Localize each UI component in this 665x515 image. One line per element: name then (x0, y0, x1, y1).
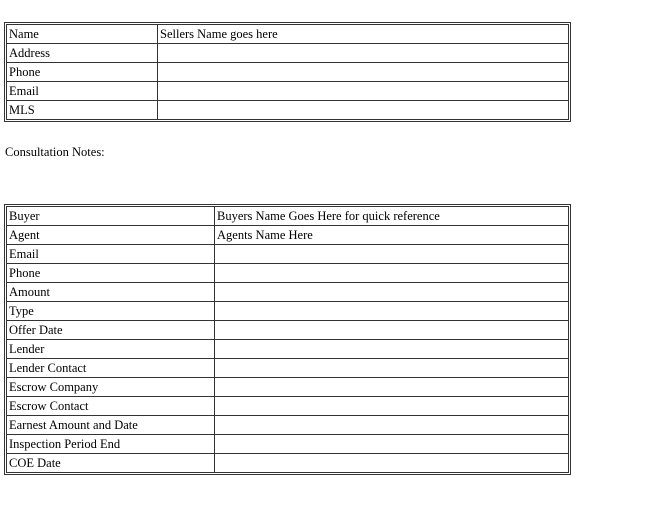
table-row (7, 397, 569, 416)
type-label: Type (7, 302, 215, 321)
coe-date-value[interactable] (215, 454, 569, 473)
earnest-amount-value[interactable] (215, 416, 569, 435)
buyer-info-table (6, 206, 569, 473)
table-row (7, 207, 569, 226)
seller-address-value[interactable] (158, 44, 569, 63)
offer-date-value[interactable] (215, 321, 569, 340)
seller-phone-label: Phone (7, 63, 158, 82)
table-row (7, 302, 569, 321)
coe-date-label: COE Date (7, 454, 215, 473)
seller-email-label: Email (7, 82, 158, 101)
lender-contact-value[interactable] (215, 359, 569, 378)
consultation-notes-label: Consultation Notes: (5, 145, 105, 159)
agent-value[interactable]: Agents Name Here (215, 226, 569, 245)
table-row (7, 101, 569, 120)
lender-label: Lender (7, 340, 215, 359)
seller-mls-value[interactable] (158, 101, 569, 120)
amount-label: Amount (7, 283, 215, 302)
seller-address-label: Address (7, 44, 158, 63)
inspection-period-label: Inspection Period End (7, 435, 215, 454)
earnest-amount-label: Earnest Amount and Date (7, 416, 215, 435)
escrow-company-value[interactable] (215, 378, 569, 397)
table-row (7, 245, 569, 264)
buyer-phone-value[interactable] (215, 264, 569, 283)
table-row (7, 82, 569, 101)
table-row (7, 454, 569, 473)
table-row (7, 226, 569, 245)
table-row (7, 416, 569, 435)
table-row (7, 283, 569, 302)
seller-name-value[interactable]: Sellers Name goes here (158, 25, 569, 44)
inspection-period-value[interactable] (215, 435, 569, 454)
table-row (7, 340, 569, 359)
lender-value[interactable] (215, 340, 569, 359)
seller-phone-value[interactable] (158, 63, 569, 82)
escrow-contact-value[interactable] (215, 397, 569, 416)
buyer-phone-label: Phone (7, 264, 215, 283)
buyer-name-label: Buyer (7, 207, 215, 226)
table-row (7, 44, 569, 63)
seller-mls-label: MLS (7, 101, 158, 120)
table-row (7, 359, 569, 378)
seller-info-table (6, 24, 569, 120)
seller-email-value[interactable] (158, 82, 569, 101)
escrow-company-label: Escrow Company (7, 378, 215, 397)
buyer-email-label: Email (7, 245, 215, 264)
table-row (7, 63, 569, 82)
buyer-email-value[interactable] (215, 245, 569, 264)
buyer-name-value[interactable]: Buyers Name Goes Here for quick reference (215, 207, 569, 226)
table-row (7, 25, 569, 44)
offer-date-label: Offer Date (7, 321, 215, 340)
escrow-contact-label: Escrow Contact (7, 397, 215, 416)
seller-name-label: Name (7, 25, 158, 44)
agent-label: Agent (7, 226, 215, 245)
table-row (7, 378, 569, 397)
type-value[interactable] (215, 302, 569, 321)
lender-contact-label: Lender Contact (7, 359, 215, 378)
table-row (7, 435, 569, 454)
table-row (7, 264, 569, 283)
table-row (7, 321, 569, 340)
amount-value[interactable] (215, 283, 569, 302)
